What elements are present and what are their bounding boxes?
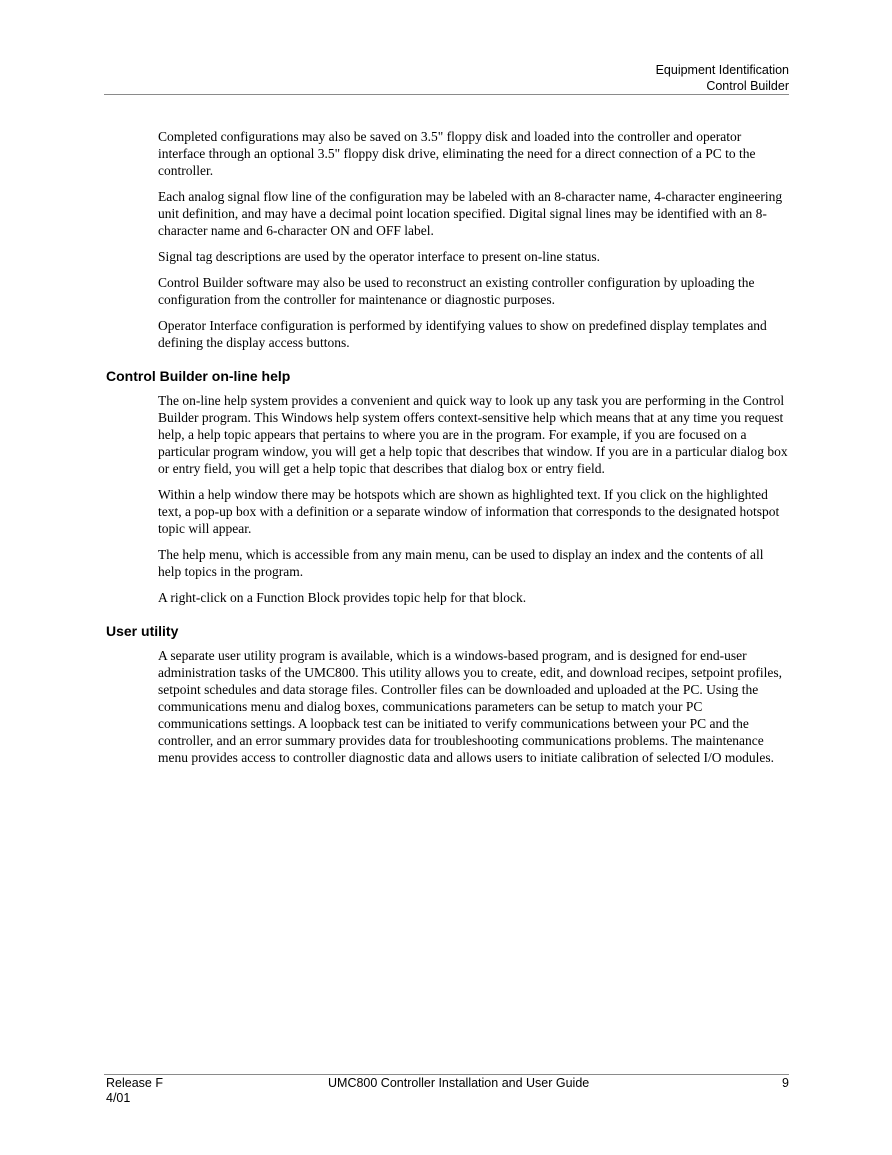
page-header <box>104 62 789 94</box>
help-paragraph-hotspots: Within a help window there may be hotspots which are shown as highlighted text. If you click on the highlighted text, a pop-up box with a definition or a separate window of information that corresponds to the designated hotspot topic will appear. <box>158 487 780 536</box>
footer-page-number: 9 <box>782 1076 789 1090</box>
help-paragraph-right-click: A right-click on a Function Block provides topic help for that block. <box>158 590 527 605</box>
intro-paragraph-signal-labels: Each analog signal flow line of the configuration may be labeled with an 8-character name, 4-character engineering unit definition, and may have a decimal point location specified. Digital signal lines may be identified with an 8-character name and 6-character ON and OFF label. <box>158 189 783 238</box>
footer-release-info <box>106 1076 163 1106</box>
intro-paragraph-upload: Control Builder software may also be used to reconstruct an existing controller configuration by uploading the configuration from the controller for maintenance or diagnostic purposes. <box>158 275 755 307</box>
section-heading-online-help: Control Builder on-line help <box>106 368 291 384</box>
footer-date: 4/01 <box>106 1091 131 1105</box>
footer-document-title: UMC800 Controller Installation and User Guide <box>328 1076 590 1090</box>
header-section-title: Equipment Identification <box>655 63 789 77</box>
help-paragraph-help-menu: The help menu, which is accessible from any main menu, can be used to display an index and the contents of all help topics in the program. <box>158 547 764 579</box>
footer-release: Release F <box>106 1076 163 1090</box>
intro-paragraph-floppy: Completed configurations may also be saved on 3.5" floppy disk and loaded into the controller and operator interface through an optional 3.5" floppy disk drive, eliminating the need for a direct connection of a PC to the controller. <box>158 129 756 178</box>
utility-paragraph: A separate user utility program is available, which is a windows-based program, and is designed for end-user administration tasks of the UMC800. This utility allows you to create, edit, and download recipes, setpoint profiles, setpoint schedules and data storage files. Controller files can be downloaded and uploaded at the PC. Using the communications menu and dialog boxes, communications parameters can be setup to match your PC communications settings. A loopback test can be initiated to verify communications between your PC and the controller, and an error summary provides data for troubleshooting communications problems. The maintenance menu provides access to controller diagnostic data and allows users to initiate calibration of selected I/O modules. <box>158 648 783 765</box>
header-subsection-title: Control Builder <box>706 79 789 93</box>
footer-divider <box>104 1074 789 1075</box>
help-paragraph-overview: The on-line help system provides a convenient and quick way to look up any task you are performing in the Control Builder program. This Windows help system offers context-sensitive help which means that at any time you request help, a help topic appears that pertains to where you are in the program. For example, if you are focused on a particular program window, you will get a help topic that describes that window. If you are in a particular dialog box or entry field, you will get a help topic that describes that dialog box or entry field. <box>158 393 788 476</box>
header-divider <box>104 94 789 95</box>
intro-paragraph-operator-interface: Operator Interface configuration is performed by identifying values to show on predefined display templates and defining the display access buttons. <box>158 318 767 350</box>
intro-paragraph-tag-descriptions: Signal tag descriptions are used by the operator interface to present on-line status. <box>158 249 600 264</box>
page-body <box>104 128 790 775</box>
section-heading-user-utility: User utility <box>106 623 179 639</box>
